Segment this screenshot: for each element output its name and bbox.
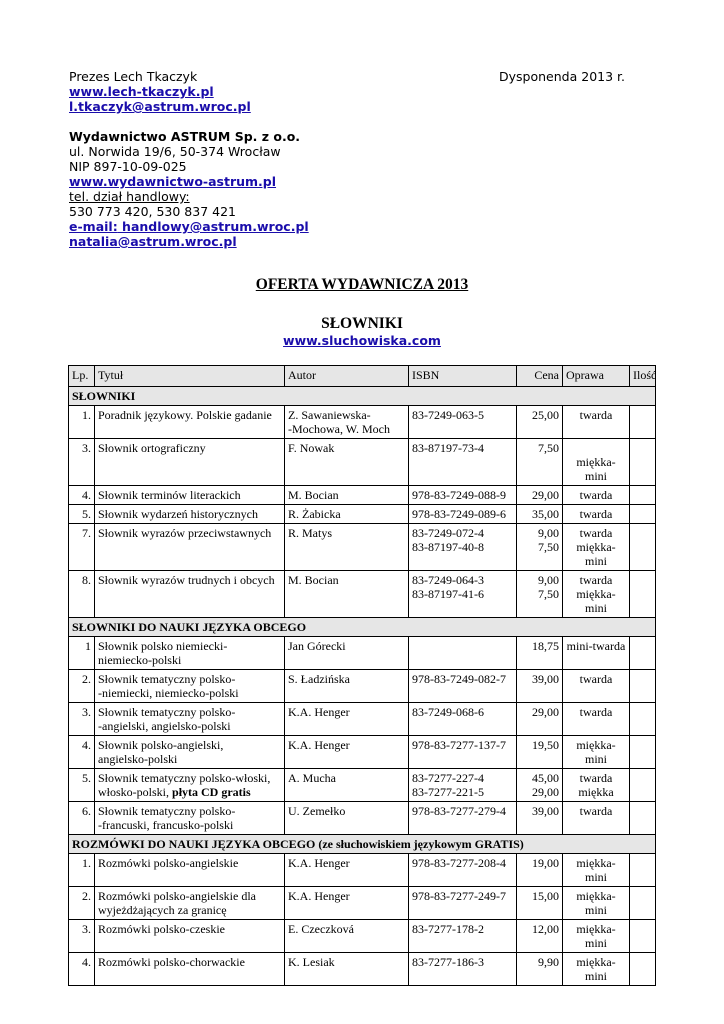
cell-cover: twarda	[563, 802, 630, 835]
cell-title: Rozmówki polsko-angielskie dla wyjeżdżających za granicę	[95, 887, 285, 920]
table-row	[69, 703, 656, 736]
section-title: SŁOWNIKI	[321, 315, 403, 332]
cell-lp: 4.	[69, 486, 95, 505]
cell-title: Słownik tematyczny polsko- -francuski, francusko-polski	[95, 802, 285, 835]
cell-price: 9,00 7,50	[517, 571, 563, 618]
cell-author: E. Czeczková	[285, 920, 409, 953]
cell-author: S. Ładzińska	[285, 670, 409, 703]
cell-price: 15,00	[517, 887, 563, 920]
cell-cover: twarda	[563, 486, 630, 505]
cell-price: 39,00	[517, 670, 563, 703]
cell-author: R. Żabicka	[285, 505, 409, 524]
cell-qty[interactable]	[630, 953, 656, 986]
table-header-row	[69, 366, 656, 387]
email-link-1[interactable]: l.tkaczyk@astrum.wroc.pl	[69, 99, 251, 114]
cell-lp: 5.	[69, 769, 95, 802]
cell-isbn: 978-83-7277-137-7	[409, 736, 517, 769]
cell-title: Rozmówki polsko-angielskie	[95, 854, 285, 887]
email-link-3[interactable]: natalia@astrum.wroc.pl	[69, 234, 237, 249]
cell-lp: 3.	[69, 439, 95, 486]
cell-lp: 1.	[69, 854, 95, 887]
cell-author: U. Zemełko	[285, 802, 409, 835]
cell-author: Jan Górecki	[285, 637, 409, 670]
cell-qty[interactable]	[630, 887, 656, 920]
cell-lp: 4.	[69, 736, 95, 769]
cell-qty[interactable]	[630, 406, 656, 439]
table-row	[69, 769, 656, 802]
table-row	[69, 524, 656, 571]
cell-title: Słownik wydarzeń historycznych	[95, 505, 285, 524]
table-row	[69, 670, 656, 703]
cell-isbn: 83-7249-068-6	[409, 703, 517, 736]
cell-cover: miękka-mini	[563, 953, 630, 986]
col-header-price: Cena	[517, 366, 563, 387]
offer-title: OFERTA WYDAWNICZA 2013	[255, 276, 469, 293]
cell-price: 29,00	[517, 703, 563, 736]
cell-title: Słownik ortograficzny	[95, 439, 285, 486]
cell-cover: miękka-mini	[563, 920, 630, 953]
cell-title-text: Słownik tematyczny polsko-włoski, włosko-polski,	[98, 771, 271, 799]
cell-price: 9,00 7,50	[517, 524, 563, 571]
cell-author: F. Nowak	[285, 439, 409, 486]
cell-qty[interactable]	[630, 505, 656, 524]
cell-price: 39,00	[517, 802, 563, 835]
cell-lp: 1	[69, 637, 95, 670]
cell-cover: miękka-mini	[563, 439, 630, 486]
cell-price: 35,00	[517, 505, 563, 524]
website-link-1[interactable]: www.lech-tkaczyk.pl	[69, 84, 214, 99]
cell-lp: 2.	[69, 670, 95, 703]
company-nip: NIP 897-10-09-025	[69, 159, 187, 174]
cell-author: A. Mucha	[285, 769, 409, 802]
cell-lp: 3.	[69, 703, 95, 736]
table-row	[69, 953, 656, 986]
table-row	[69, 505, 656, 524]
cell-isbn: 83-7249-072-4 83-87197-40-8	[409, 524, 517, 571]
cell-isbn: 978-83-7277-208-4	[409, 854, 517, 887]
dispo-label: Dysponenda 2013 r.	[499, 69, 625, 84]
cell-title: Słownik terminów literackich	[95, 486, 285, 505]
col-header-author: Autor	[285, 366, 409, 387]
cd-gratis-note: płyta CD gratis	[172, 785, 251, 799]
cell-title: Słownik wyrazów trudnych i obcych	[95, 571, 285, 618]
cell-qty[interactable]	[630, 920, 656, 953]
cell-price: 7,50	[517, 439, 563, 486]
cell-isbn: 83-7249-064-3 83-87197-41-6	[409, 571, 517, 618]
president-name: Prezes Lech Tkaczyk	[69, 69, 198, 84]
cell-qty[interactable]	[630, 854, 656, 887]
cell-isbn: 83-7277-186-3	[409, 953, 517, 986]
cell-title: Słownik tematyczny polsko- -angielski, angielsko-polski	[95, 703, 285, 736]
cell-qty[interactable]	[630, 703, 656, 736]
cell-author: K.A. Henger	[285, 736, 409, 769]
cell-isbn: 978-83-7277-279-4	[409, 802, 517, 835]
section-header: SŁOWNIKI DO NAUKI JĘZYKA OBCEGO	[69, 618, 656, 637]
cell-title: Słownik tematyczny polsko- -niemiecki, niemiecko-polski	[95, 670, 285, 703]
cell-qty[interactable]	[630, 802, 656, 835]
cell-author: R. Matys	[285, 524, 409, 571]
cell-isbn: 978-83-7249-089-6	[409, 505, 517, 524]
table-row	[69, 854, 656, 887]
cell-price: 45,00 29,00	[517, 769, 563, 802]
col-header-qty: Ilość	[630, 366, 656, 387]
cell-lp: 2.	[69, 887, 95, 920]
table-row	[69, 920, 656, 953]
cell-price: 12,00	[517, 920, 563, 953]
cell-lp: 3.	[69, 920, 95, 953]
cell-qty[interactable]	[630, 769, 656, 802]
col-header-isbn: ISBN	[409, 366, 517, 387]
cell-price: 9,90	[517, 953, 563, 986]
table-row	[69, 406, 656, 439]
cell-title: Słownik polsko niemiecki- niemiecko-polski	[95, 637, 285, 670]
cell-price: 29,00	[517, 486, 563, 505]
cell-title: Słownik polsko-angielski, angielsko-polski	[95, 736, 285, 769]
company-name: Wydawnictwo ASTRUM Sp. z o.o.	[69, 129, 301, 144]
cell-qty[interactable]	[630, 571, 656, 618]
table-row	[69, 571, 656, 618]
cell-cover: twarda	[563, 505, 630, 524]
cell-lp: 5.	[69, 505, 95, 524]
section-header: SŁOWNIKI	[69, 387, 656, 406]
cell-price: 18,75	[517, 637, 563, 670]
cell-qty[interactable]	[630, 670, 656, 703]
cell-isbn: 83-7249-063-5	[409, 406, 517, 439]
cell-title: Poradnik językowy. Polskie gadanie	[95, 406, 285, 439]
cell-isbn: 978-83-7277-249-7	[409, 887, 517, 920]
cell-isbn: 978-83-7249-082-7	[409, 670, 517, 703]
cell-isbn: 83-7277-227-4 83-7277-221-5	[409, 769, 517, 802]
cell-cover: twarda miękka-mini	[563, 524, 630, 571]
cell-cover: twarda	[563, 406, 630, 439]
section-header: ROZMÓWKI DO NAUKI JĘZYKA OBCEGO (ze słuchowiskiem językowym GRATIS)	[69, 835, 656, 854]
company-address: ul. Norwida 19/6, 50-374 Wrocław	[69, 144, 281, 159]
col-header-cover: Oprawa	[563, 366, 630, 387]
cell-qty[interactable]	[630, 736, 656, 769]
cell-isbn: 83-87197-73-4	[409, 439, 517, 486]
table-row	[69, 802, 656, 835]
email-line	[69, 219, 625, 234]
cell-title	[95, 769, 285, 802]
tel-label: tel. dział handlowy:	[69, 189, 190, 204]
cell-qty[interactable]	[630, 637, 656, 670]
col-header-title: Tytuł	[95, 366, 285, 387]
cell-author: Z. Sawaniewska- -Mochowa, W. Moch	[285, 406, 409, 439]
cell-cover: twarda miękka-mini	[563, 571, 630, 618]
cell-price: 19,00	[517, 854, 563, 887]
cell-author: K.A. Henger	[285, 854, 409, 887]
cell-cover: miękka-mini	[563, 854, 630, 887]
cell-cover: miękka-mini	[563, 736, 630, 769]
cell-cover: twarda	[563, 670, 630, 703]
cell-lp: 1.	[69, 406, 95, 439]
cell-lp: 8.	[69, 571, 95, 618]
cell-author: K.A. Henger	[285, 887, 409, 920]
table-row	[69, 887, 656, 920]
table-row	[69, 486, 656, 505]
cell-price: 19,50	[517, 736, 563, 769]
cell-isbn: 83-7277-178-2	[409, 920, 517, 953]
cell-title: Rozmówki polsko-czeskie	[95, 920, 285, 953]
table-row	[69, 736, 656, 769]
table-row	[69, 439, 656, 486]
cell-price: 25,00	[517, 406, 563, 439]
email-label: e-mail:	[69, 219, 118, 234]
cell-author: K.A. Henger	[285, 703, 409, 736]
cell-cover: miękka-mini	[563, 887, 630, 920]
cell-cover: twarda	[563, 703, 630, 736]
sluchowiska-link[interactable]: www.sluchowiska.com	[283, 333, 441, 348]
cell-author: K. Lesiak	[285, 953, 409, 986]
cell-title: Rozmówki polsko-chorwackie	[95, 953, 285, 986]
cell-author: M. Bocian	[285, 571, 409, 618]
cell-qty[interactable]	[630, 486, 656, 505]
cell-qty[interactable]	[630, 439, 656, 486]
website-link-2[interactable]: www.wydawnictwo-astrum.pl	[69, 174, 277, 189]
email-link-2[interactable]: handlowy@astrum.wroc.pl	[117, 219, 309, 234]
cell-isbn: 978-83-7249-088-9	[409, 486, 517, 505]
phone-numbers: 530 773 420, 530 837 421	[69, 204, 236, 219]
cell-lp: 7.	[69, 524, 95, 571]
cell-isbn	[409, 637, 517, 670]
cell-cover: twarda miękka	[563, 769, 630, 802]
cell-qty[interactable]	[630, 524, 656, 571]
cell-lp: 6.	[69, 802, 95, 835]
cell-cover: mini-twarda	[563, 637, 630, 670]
offer-table	[68, 365, 656, 986]
col-header-lp: Lp.	[69, 366, 95, 387]
cell-title: Słownik wyrazów przeciwstawnych	[95, 524, 285, 571]
letterhead-top-row	[69, 69, 625, 84]
cell-lp: 4.	[69, 953, 95, 986]
letterhead	[69, 69, 625, 249]
table-row	[69, 637, 656, 670]
cell-author: M. Bocian	[285, 486, 409, 505]
